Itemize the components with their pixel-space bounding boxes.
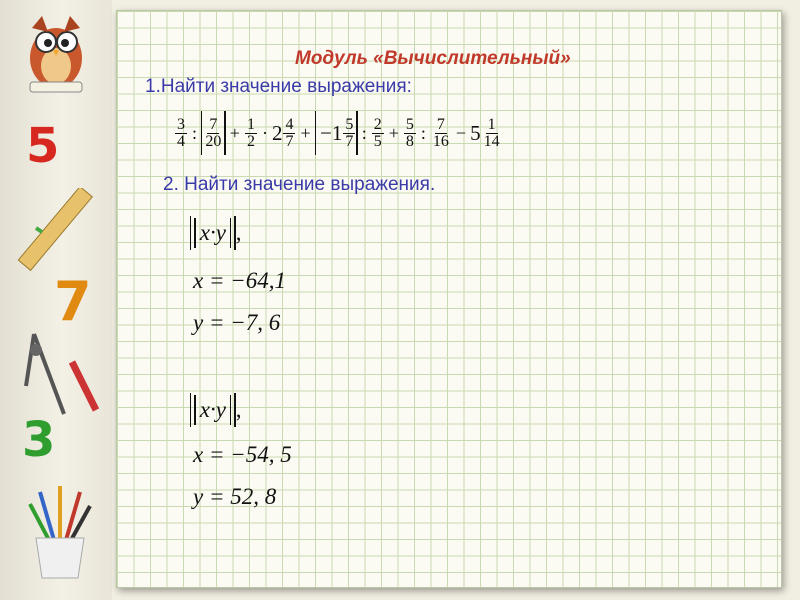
comma: , bbox=[235, 397, 242, 422]
abs-bar bbox=[201, 111, 202, 155]
abs-bar bbox=[356, 111, 357, 155]
pencil-cup-icon bbox=[20, 482, 100, 582]
block-2-x-value: x = −54, 5 bbox=[193, 442, 292, 467]
fraction: $\frac{3}{4}$ bbox=[177, 115, 185, 150]
block-1-y-value: y = −7, 6 bbox=[193, 310, 281, 335]
fraction: $\frac{4}{7}$ bbox=[285, 115, 294, 150]
operator: : bbox=[420, 122, 426, 143]
owl-icon bbox=[12, 6, 104, 96]
operator: − bbox=[455, 122, 467, 143]
mixed-whole: −1 bbox=[320, 120, 343, 145]
task-2-label: 2. Найти значение выражения. bbox=[163, 174, 436, 195]
mixed-whole: 2 bbox=[271, 120, 283, 145]
block-2-y-value: y = 52, 8 bbox=[193, 484, 277, 509]
operator: : bbox=[192, 122, 198, 143]
task-1-label: 1.Найти значение выражения: bbox=[145, 76, 412, 97]
abs-bar bbox=[194, 218, 195, 248]
fraction: $\frac{2}{5}$ bbox=[373, 115, 382, 150]
fraction: $\frac{7}{20}$ bbox=[205, 115, 222, 150]
block-1-x-value: x = −64,1 bbox=[193, 268, 286, 293]
operator: + bbox=[229, 122, 240, 143]
fraction: $\frac{1}{14}$ bbox=[483, 115, 500, 150]
block-1-abs-expression bbox=[190, 216, 241, 250]
comma: , bbox=[235, 220, 242, 245]
operator: + bbox=[388, 122, 399, 143]
fraction: $\frac{7}{16}$ bbox=[432, 115, 449, 150]
compass-icon bbox=[16, 326, 102, 422]
operator: : bbox=[361, 122, 367, 143]
digit-seven: 7 bbox=[54, 270, 92, 333]
digit-five: 5 bbox=[26, 118, 60, 174]
digit-three: 3 bbox=[22, 412, 56, 468]
abs-bar bbox=[230, 218, 231, 248]
abs-bar bbox=[224, 111, 225, 155]
operator: + bbox=[300, 122, 311, 143]
abs-bar bbox=[190, 216, 191, 250]
decorative-sidebar bbox=[0, 0, 112, 600]
ruler-icon bbox=[14, 188, 94, 276]
block-2-abs-expression bbox=[190, 393, 241, 427]
abs-bar bbox=[315, 111, 316, 155]
abs-bar bbox=[194, 395, 195, 425]
operator: · bbox=[261, 122, 268, 143]
abs-bar bbox=[230, 395, 231, 425]
abs-inner-expression: x·y bbox=[199, 397, 226, 422]
expression-1 bbox=[174, 103, 503, 163]
mixed-whole: 5 bbox=[470, 120, 481, 145]
page-title: Модуль «Вычислительный» bbox=[295, 48, 571, 69]
fraction: $\frac{1}{2}$ bbox=[246, 115, 255, 150]
fraction: $\frac{5}{8}$ bbox=[405, 115, 414, 150]
fraction: $\frac{5}{7}$ bbox=[345, 115, 354, 150]
abs-bar bbox=[190, 393, 191, 427]
abs-inner-expression: x·y bbox=[199, 220, 226, 245]
